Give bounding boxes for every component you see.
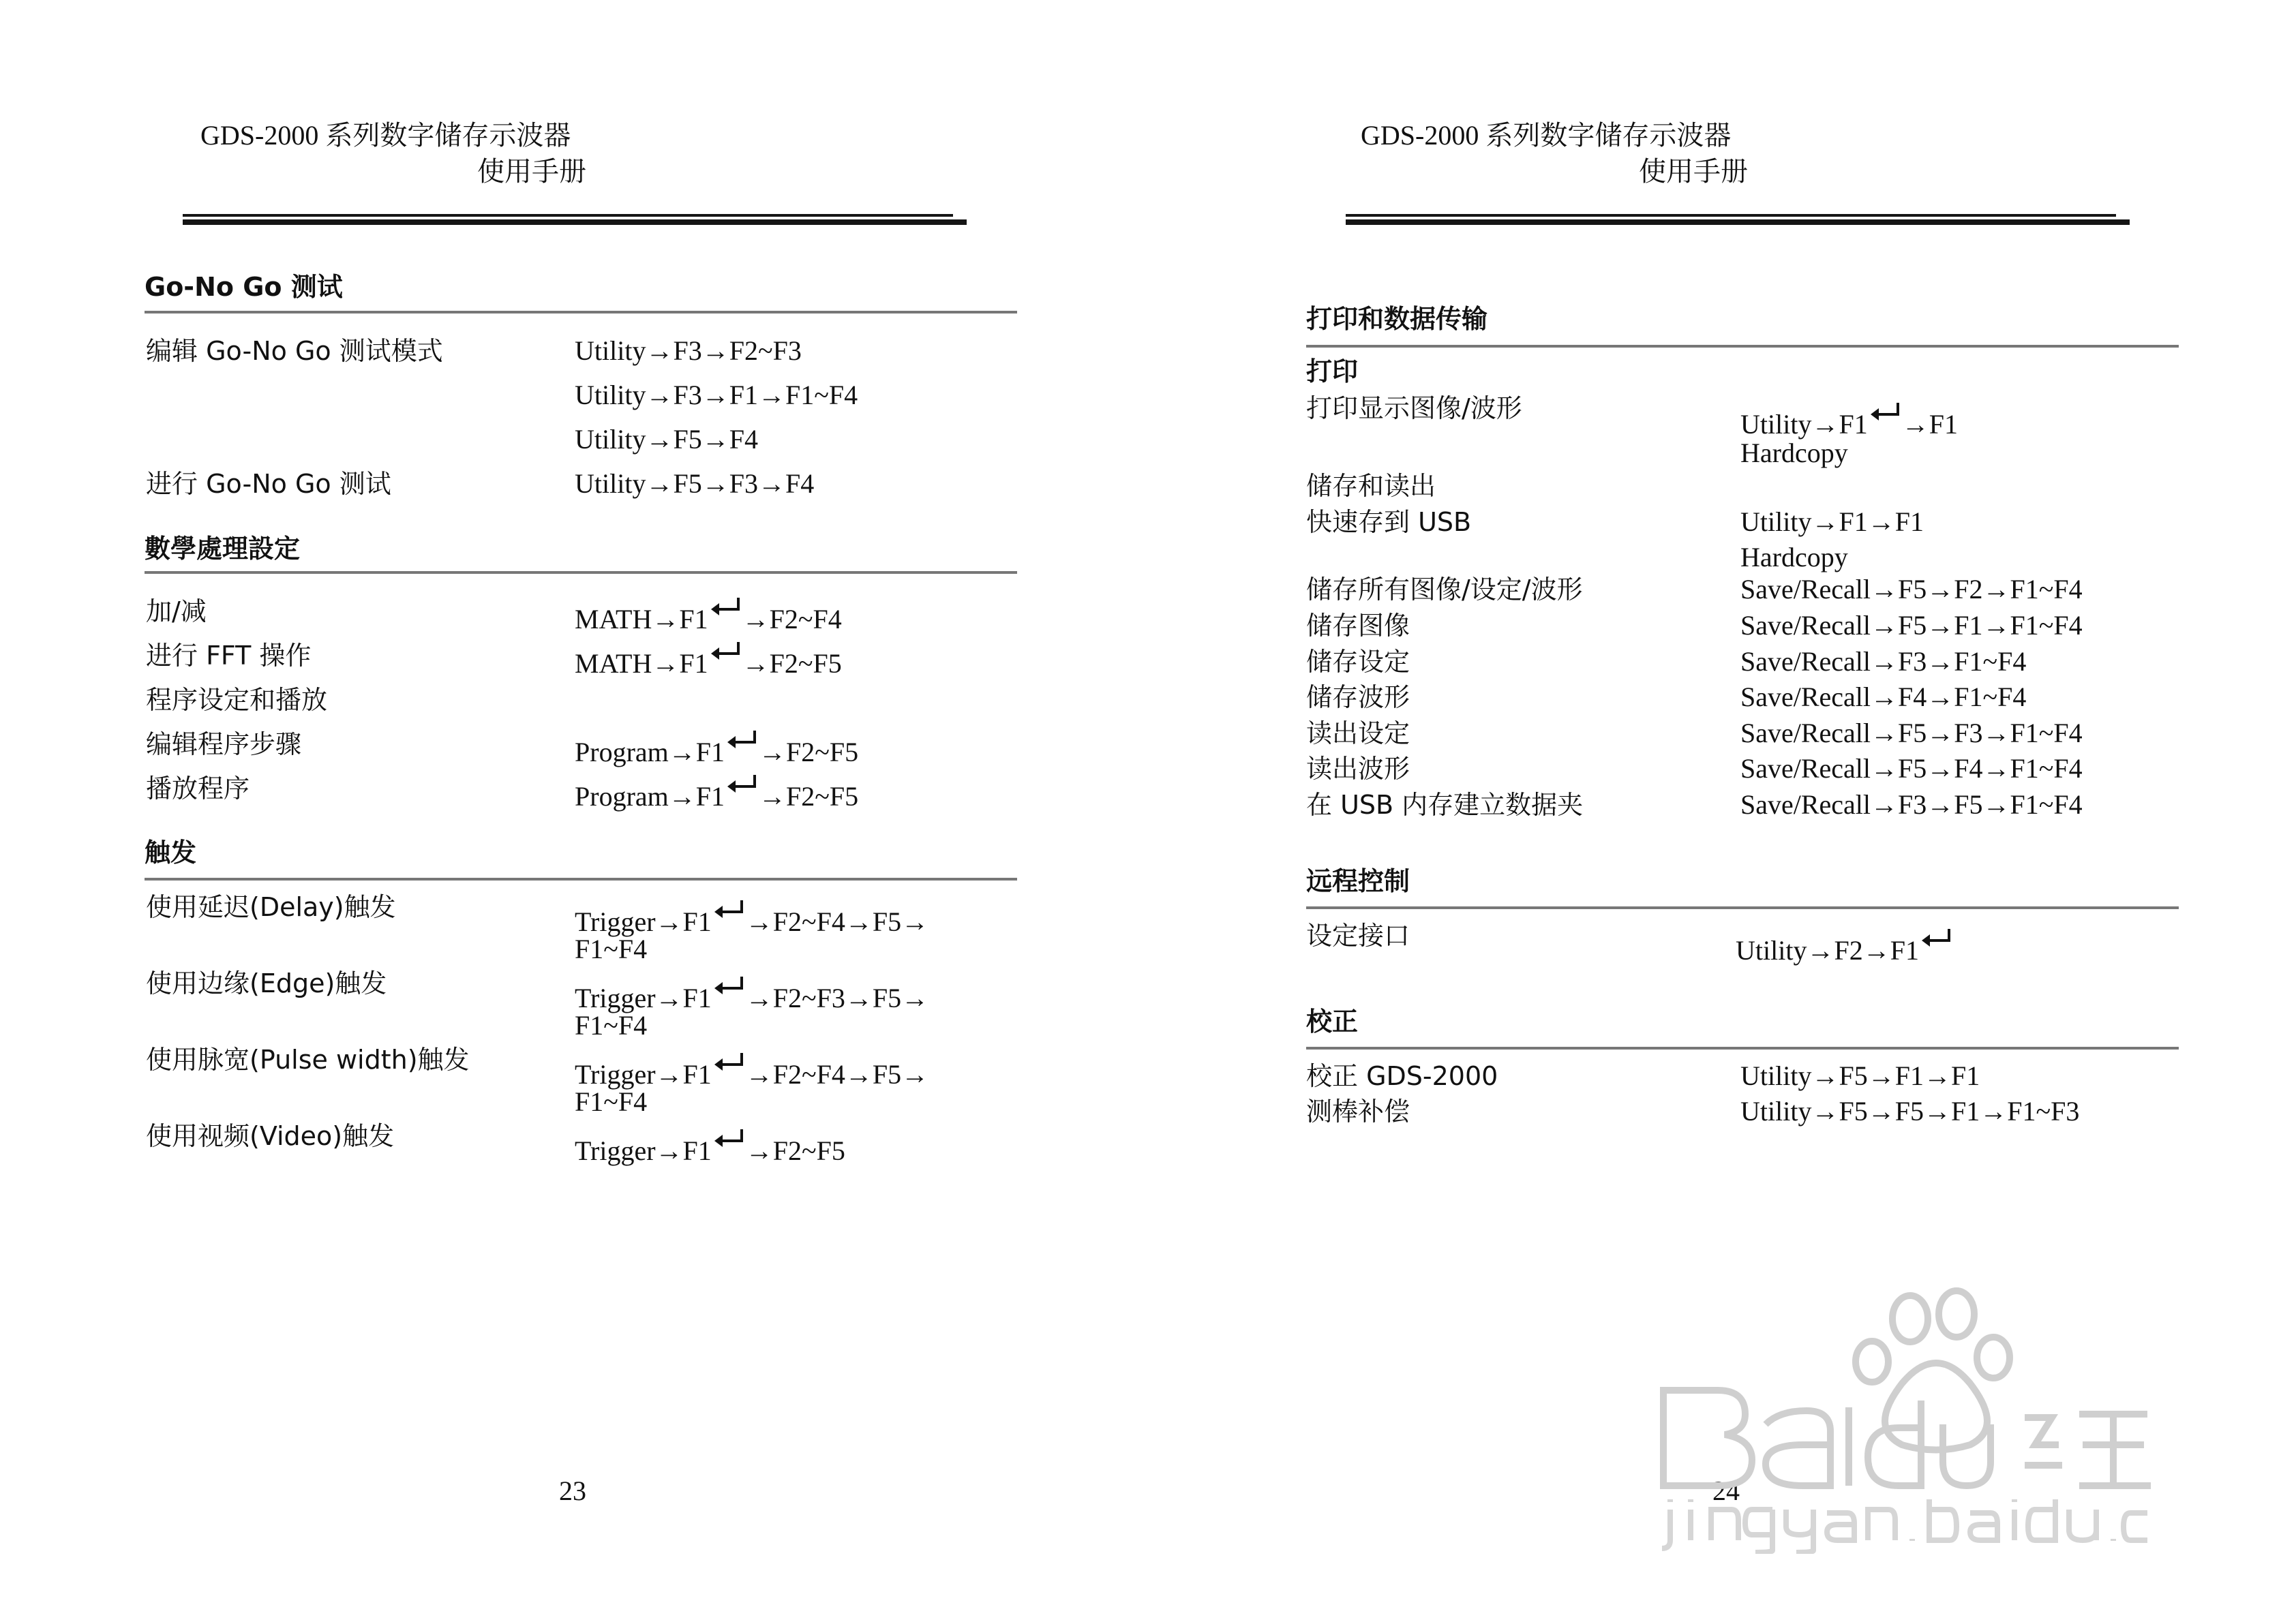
return-arrow-icon	[710, 640, 741, 667]
section-divider	[1306, 906, 2179, 909]
path-part: →F2~F4→F5→	[745, 906, 929, 937]
row-label: 测棒补偿	[1306, 1097, 1410, 1127]
row-path-continued: F1~F4	[575, 1086, 648, 1117]
row-path	[575, 596, 842, 635]
row-path: Utility→F5→F3→F4	[575, 468, 815, 499]
path-part: MATH→F1	[575, 648, 708, 679]
return-arrow-icon	[713, 1051, 744, 1078]
section-divider	[145, 878, 1017, 881]
header-rule-bottom	[1346, 219, 2130, 225]
header-rule-top	[183, 214, 953, 217]
path-part: →F2~F5	[742, 648, 842, 679]
header-title: GDS-2000 系列数字储存示波器	[1361, 120, 1732, 151]
row-label: 编辑程序步骤	[146, 729, 302, 759]
row-path: Utility→F5→F5→F1→F1~F3	[1740, 1096, 2080, 1127]
section-divider	[1306, 1047, 2179, 1050]
row-label: 使用边缘(Edge)触发	[146, 968, 387, 998]
watermark-logo-text: Bai du 经验	[1916, 1501, 1953, 1508]
header-rule-bottom	[183, 219, 967, 225]
row-path-continued: F1~F4	[575, 934, 648, 964]
row-label: 读出设定	[1306, 718, 1410, 748]
path-part: Trigger→F1	[575, 983, 712, 1013]
row-label: 储存波形	[1306, 682, 1410, 712]
row-path	[575, 640, 842, 679]
row-label: 读出波形	[1306, 754, 1410, 784]
row-label: 储存图像	[1306, 611, 1410, 641]
return-arrow-icon	[726, 773, 757, 800]
header-rule-top	[1346, 214, 2116, 217]
row-path	[575, 1127, 845, 1167]
row-path	[1736, 927, 1953, 966]
section-title-go-no-go: Go-No Go 测试	[145, 272, 343, 302]
row-label: 设定接口	[1306, 921, 1410, 951]
row-label: 快速存到 USB	[1306, 507, 1472, 537]
path-part: →F2~F5	[759, 737, 859, 767]
path-part: Trigger→F1	[575, 1059, 712, 1090]
row-path: Save/Recall→F5→F2→F1~F4	[1740, 574, 2083, 605]
return-arrow-icon	[713, 975, 744, 1002]
section-title-trigger: 触发	[145, 838, 197, 868]
row-label: 进行 Go-No Go 测试	[146, 469, 391, 499]
path-part: →F2~F5	[759, 781, 859, 812]
row-path-continued: Hardcopy	[1740, 438, 1848, 468]
row-path	[575, 1051, 928, 1090]
row-path: Save/Recall→F4→F1~F4	[1740, 682, 2027, 712]
return-arrow-icon	[726, 729, 757, 756]
path-part: MATH→F1	[575, 604, 708, 634]
row-label: 使用延迟(Delay)触发	[146, 892, 396, 922]
row-path	[1740, 401, 1958, 440]
path-part: Trigger→F1	[575, 906, 712, 937]
return-arrow-icon	[713, 898, 744, 925]
row-label: 校正 GDS-2000	[1306, 1061, 1498, 1091]
row-path: Save/Recall→F5→F3→F1~F4	[1740, 718, 2083, 748]
row-label: 使用脉宽(Pulse width)触发	[146, 1045, 470, 1075]
path-part: →F2~F4	[742, 604, 842, 634]
subsection-label: 打印	[1306, 356, 1359, 386]
section-title-print-transfer: 打印和数据传输	[1306, 304, 1488, 334]
row-path	[575, 773, 858, 812]
row-label: 进行 FFT 操作	[146, 641, 312, 671]
page-number: 23	[559, 1475, 586, 1506]
path-part: Program→F1	[575, 781, 725, 812]
header-subtitle: 使用手册	[477, 156, 586, 187]
row-label: 编辑 Go-No Go 测试模式	[146, 336, 443, 366]
section-title-math: 數學處理設定	[145, 534, 301, 564]
row-label: 打印显示图像/波形	[1306, 393, 1522, 423]
section-divider	[1306, 345, 2179, 348]
row-label: 播放程序	[146, 774, 250, 804]
path-part: →F2~F5	[745, 1135, 845, 1166]
header-subtitle: 使用手册	[1639, 156, 1748, 187]
row-path-continued: Hardcopy	[1740, 542, 1848, 572]
section-divider	[145, 571, 1017, 574]
row-path: Utility→F3→F2~F3	[575, 335, 802, 366]
return-arrow-icon	[713, 1127, 744, 1154]
path-part: Utility→F1	[1740, 409, 1868, 440]
row-path: Save/Recall→F3→F1~F4	[1740, 646, 2027, 677]
return-arrow-icon	[710, 596, 741, 623]
row-path	[575, 898, 928, 938]
row-path: Utility→F5→F1→F1	[1740, 1060, 1980, 1091]
subsection-label: 储存和读出	[1306, 471, 1436, 501]
row-label: 使用视频(Video)触发	[146, 1121, 395, 1151]
row-path	[575, 975, 928, 1014]
watermark-url-text: jingyan.baidu.com	[1916, 1542, 1979, 1549]
row-label: 在 USB 内存建立数据夹	[1306, 790, 1584, 820]
row-label: 储存所有图像/设定/波形	[1306, 575, 1583, 605]
return-arrow-icon	[1869, 401, 1901, 428]
row-path: Utility→F1→F1	[1740, 506, 1924, 537]
path-part: →F1	[1901, 409, 1958, 440]
section-title-calibration: 校正	[1306, 1007, 1359, 1037]
path-part: Utility→F2→F1	[1736, 935, 1919, 966]
section-divider	[145, 311, 1017, 313]
path-part: →F2~F3→F5→	[745, 983, 929, 1013]
path-part: Program→F1	[575, 737, 725, 767]
baidu-jingyan-watermark-logo	[1643, 1281, 2188, 1554]
row-path: Utility→F3→F1→F1~F4	[575, 380, 858, 410]
path-part: →F2~F4→F5→	[745, 1059, 929, 1090]
row-label: 加/减	[146, 596, 207, 626]
header-title: GDS-2000 系列数字储存示波器	[200, 120, 571, 151]
row-label: 储存设定	[1306, 647, 1410, 677]
row-path: Save/Recall→F3→F5→F1~F4	[1740, 789, 2083, 820]
row-path-continued: F1~F4	[575, 1010, 648, 1041]
return-arrow-icon	[1920, 927, 1952, 954]
row-path: Save/Recall→F5→F4→F1~F4	[1740, 753, 2083, 784]
row-path: Utility→F5→F4	[575, 424, 758, 455]
path-part: Trigger→F1	[575, 1135, 712, 1166]
page-number: 24	[1712, 1475, 1740, 1506]
row-label: 程序设定和播放	[146, 685, 328, 715]
section-title-remote-control: 远程控制	[1306, 866, 1410, 896]
row-path	[575, 729, 858, 768]
row-path: Save/Recall→F5→F1→F1~F4	[1740, 610, 2083, 641]
